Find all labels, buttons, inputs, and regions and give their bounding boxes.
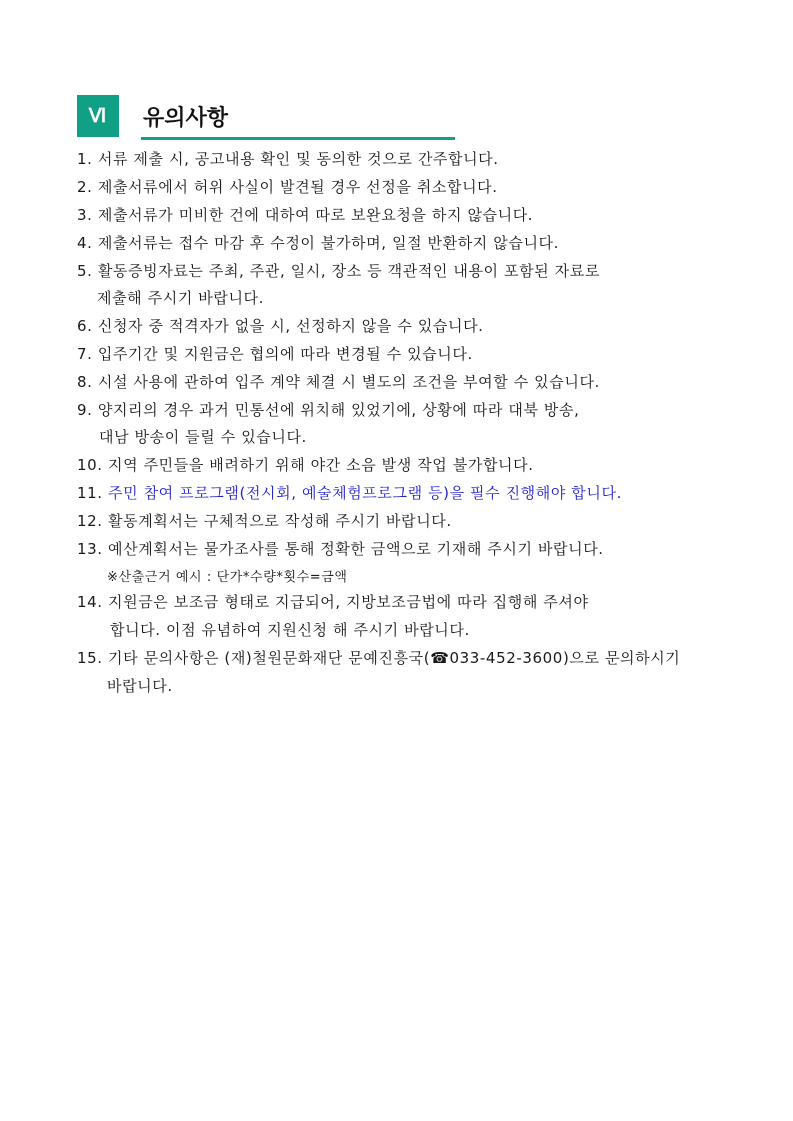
note-11 xyxy=(77,482,622,503)
note-14: 14. 지원금은 보조금 형태로 지급되어, 지방보조금법에 따라 집행해 주셔야 xyxy=(77,593,589,611)
section-title: 유의사항 xyxy=(143,106,229,131)
note-9: 9. 양지리의 경우 과거 민통선에 위치해 있었기에, 상황에 따라 대북 방송, xyxy=(77,401,580,419)
note-3: 3. 제출서류가 미비한 건에 대하여 따로 보완요청을 하지 않습니다. xyxy=(77,206,534,224)
note-2: 2. 제출서류에서 허위 사실이 발견될 경우 선정을 취소합니다. xyxy=(77,178,498,196)
note-7: 7. 입주기간 및 지원금은 협의에 따라 변경될 수 있습니다. xyxy=(77,345,473,363)
note-4: 4. 제출서류는 접수 마감 후 수정이 불가하며, 일절 반환하지 않습니다. xyxy=(77,234,559,252)
note-10: 10. 지역 주민들을 배려하기 위해 야간 소음 발생 작업 불가합니다. xyxy=(77,456,534,474)
section-number-badge: Ⅵ xyxy=(77,95,119,137)
note-15: 15. 기타 문의사항은 (재)철원문화재단 문예진흥국(☎033-452-3600)으로 문의하시기 xyxy=(77,649,681,667)
title-underline xyxy=(141,137,455,140)
note-9-continued: 대남 방송이 들릴 수 있습니다. xyxy=(99,428,307,446)
note-11-number: 11. xyxy=(77,484,109,502)
note-11-highlight: 주민 참여 프로그램(전시회, 예술체험프로그램 등)을 필수 진행해야 합니다. xyxy=(108,484,622,502)
note-1: 1. 서류 제출 시, 공고내용 확인 및 동의한 것으로 간주합니다. xyxy=(77,150,499,168)
note-8: 8. 시설 사용에 관하여 입주 계약 체결 시 별도의 조건을 부여할 수 있습니다. xyxy=(77,373,600,391)
note-5-continued: 제출해 주시기 바랍니다. xyxy=(97,289,265,307)
section-header xyxy=(77,95,455,140)
note-13-example: ※산출근거 예시 : 단가*수량*횟수=금액 xyxy=(107,570,348,585)
note-14-continued: 합니다. 이점 유념하여 지원신청 해 주시기 바랍니다. xyxy=(110,621,470,639)
note-13: 13. 예산계획서는 물가조사를 통해 정확한 금액으로 기재해 주시기 바랍니다. xyxy=(77,540,604,558)
note-15-continued: 바랍니다. xyxy=(107,677,173,695)
note-6: 6. 신청자 중 적격자가 없을 시, 선정하지 않을 수 있습니다. xyxy=(77,317,484,335)
note-12: 12. 활동계획서는 구체적으로 작성해 주시기 바랍니다. xyxy=(77,512,452,530)
note-5: 5. 활동증빙자료는 주최, 주관, 일시, 장소 등 객관적인 내용이 포함된 자료로 xyxy=(77,262,600,280)
